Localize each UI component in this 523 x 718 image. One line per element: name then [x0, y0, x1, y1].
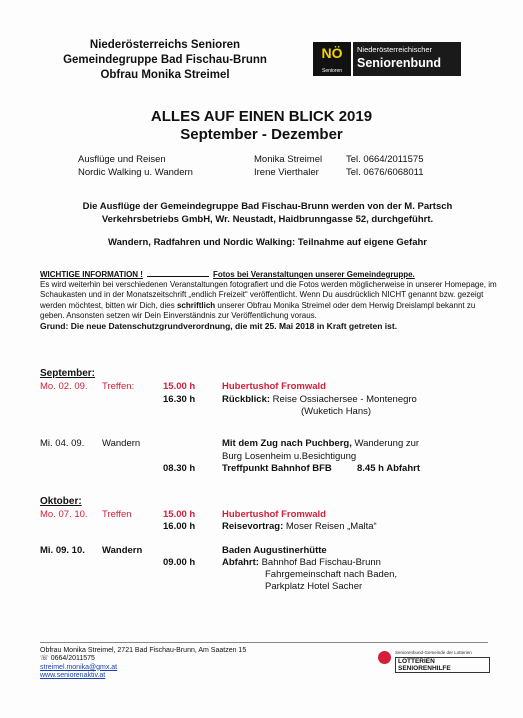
event-detail	[222, 557, 381, 570]
event-time: 16.30 h	[163, 394, 196, 405]
event-date: Mi. 09. 10.	[40, 545, 85, 556]
event-detail-text: Bahnhof Bad Fischau-Brunn	[258, 557, 381, 568]
sponsor-main-text: LOTTERIEN SENIORENHILFE	[395, 657, 490, 673]
contact-person: Irene Vierthaler	[254, 167, 319, 178]
event-title-rest: Wanderung zur	[351, 438, 420, 449]
organization-header	[40, 38, 290, 83]
event-detail	[222, 394, 417, 407]
sponsor-top-text: Seniorenbund-Gemeinde der Lotterien	[395, 650, 472, 655]
event-date: Mo. 02. 09.	[40, 381, 88, 392]
info-reason: Grund: Die neue Datenschutzgrundverordnung, die mit 25. Mai 2018 in Kraft getreten ist.	[40, 321, 398, 332]
event-detail-line: Parkplatz Hotel Sacher	[265, 581, 363, 592]
event-detail-text: Moser Reisen „Malta“	[283, 521, 377, 532]
important-info	[40, 270, 498, 331]
month-heading-september: September:	[40, 368, 96, 379]
event-time: 09.00 h	[163, 557, 196, 568]
logo-mark-text: NÖ	[321, 45, 343, 61]
footer-contact	[40, 647, 246, 681]
intro-text	[40, 200, 495, 226]
divider	[147, 275, 209, 277]
noe-logo-mark	[313, 42, 351, 76]
org-name: Niederösterreichs Senioren	[89, 39, 241, 51]
event-detail-label: Abfahrt:	[222, 557, 259, 568]
event-title: Hubertushof Fromwald	[222, 509, 326, 520]
footer-phone: ☏ 0664/2011575	[40, 655, 95, 663]
month-heading-oktober: Oktober:	[40, 496, 82, 507]
contact-topic: Ausflüge und Reisen	[78, 154, 166, 165]
footer-divider	[40, 642, 488, 643]
info-body-emphasis: schriftlich	[176, 300, 216, 310]
contact-person: Monika Streimel	[254, 154, 323, 165]
event-detail-label: Reisevortrag:	[222, 521, 284, 532]
lotterien-mark-icon	[378, 651, 391, 664]
event-detail: Burg Losenheim u.Besichtigung	[222, 451, 357, 462]
safety-notice: Wandern, Radfahren und Nordic Walking: Teilnahme auf eigene Gefahr	[108, 237, 427, 248]
page-subtitle: September - Dezember	[180, 126, 343, 143]
event-time: 08.30 h	[163, 463, 196, 474]
logo-main-text: Seniorenbund	[357, 56, 442, 70]
logo-top-text: Niederösterreichischer	[357, 45, 433, 54]
event-meeting-point: Treffpunkt Bahnhof BFB	[222, 463, 332, 474]
page-title: ALLES AUF EINEN BLICK 2019	[150, 108, 373, 125]
event-type: Wandern	[102, 438, 141, 449]
info-label: WICHTIGE INFORMATION !	[40, 270, 143, 279]
event-detail-text: Reise Ossiachersee - Montenegro	[270, 394, 417, 405]
contact-phone: Tel. 0676/6068011	[346, 167, 424, 178]
event-title: Baden Augustinerhütte	[222, 545, 327, 556]
info-photos-title: Fotos bei Veranstaltungen unserer Gemeindegruppe.	[212, 270, 415, 279]
contact-phone: Tel. 0664/2011575	[346, 154, 424, 165]
footer-email-link[interactable]: streimel.monika@gmx.at	[40, 663, 118, 671]
event-title: Hubertushof Fromwald	[222, 381, 326, 392]
event-time: 15.00 h	[163, 381, 196, 392]
event-time: 16.00 h	[163, 521, 196, 532]
event-detail-label: Rückblick:	[222, 394, 271, 405]
info-heading	[40, 270, 498, 280]
footer-web-link[interactable]: www.seniorenaktiv.at	[40, 672, 106, 680]
intro-line: Die Ausflüge der Gemeindegruppe Bad Fischau-Brunn werden von der M. Partsch	[82, 201, 453, 212]
event-departure: 8.45 h Abfahrt	[357, 463, 420, 474]
logo-mark-sub: Senioren	[321, 68, 342, 74]
info-body-end: unserer Obfrau Monika Streimel oder dem Herwig Dreislampl bekannt zu geben. Ansonsten setzen wir Dein Einverständnis zur Veröffentlichung voraus.	[40, 300, 476, 320]
lotterien-logo	[378, 650, 490, 672]
event-time: 15.00 h	[163, 509, 196, 520]
event-type: Treffen:	[102, 381, 135, 392]
event-type: Treffen	[102, 509, 132, 520]
contact-topic: Nordic Walking u. Wandern	[78, 167, 193, 178]
event-type: Wandern	[102, 545, 143, 556]
org-group: Gemeindegruppe Bad Fischau-Brunn	[63, 54, 267, 66]
event-detail-line: Fahrgemeinschaft nach Baden,	[265, 569, 398, 580]
event-date: Mo. 07. 10.	[40, 509, 88, 520]
event-title-bold: Mit dem Zug nach Puchberg,	[222, 438, 352, 449]
event-title	[222, 438, 419, 451]
org-chair: Obfrau Monika Streimel	[100, 69, 230, 81]
event-date: Mi. 04. 09.	[40, 438, 85, 449]
info-body-text: Es wird weiterhin bei verschiedenen Veranstaltungen fotografiert und die Fotos werden möglicherweise in unserer Homepage, im Schaukasten und in der Monatszeitschrift „endlich Freizeit“ veröffentlicht. Wenn Du ausdrücklich NICHT genannt bzw. gezeigt werden möchtest, bitten wir Dich, dies	[40, 280, 497, 310]
logo-wordmark	[353, 42, 461, 76]
seniorenbund-logo	[313, 42, 461, 76]
intro-line: Verkehrsbetriebs GmbH, Wr. Neustadt, Haidbrunngasse 52, durchgeführt.	[101, 214, 434, 225]
footer-address: Obfrau Monika Streimel, 2721 Bad Fischau-Brunn, Am Saatzen 15	[40, 647, 247, 654]
event-detail	[222, 521, 377, 534]
event-detail-sub: (Wuketich Hans)	[301, 406, 372, 417]
info-body	[40, 280, 498, 321]
